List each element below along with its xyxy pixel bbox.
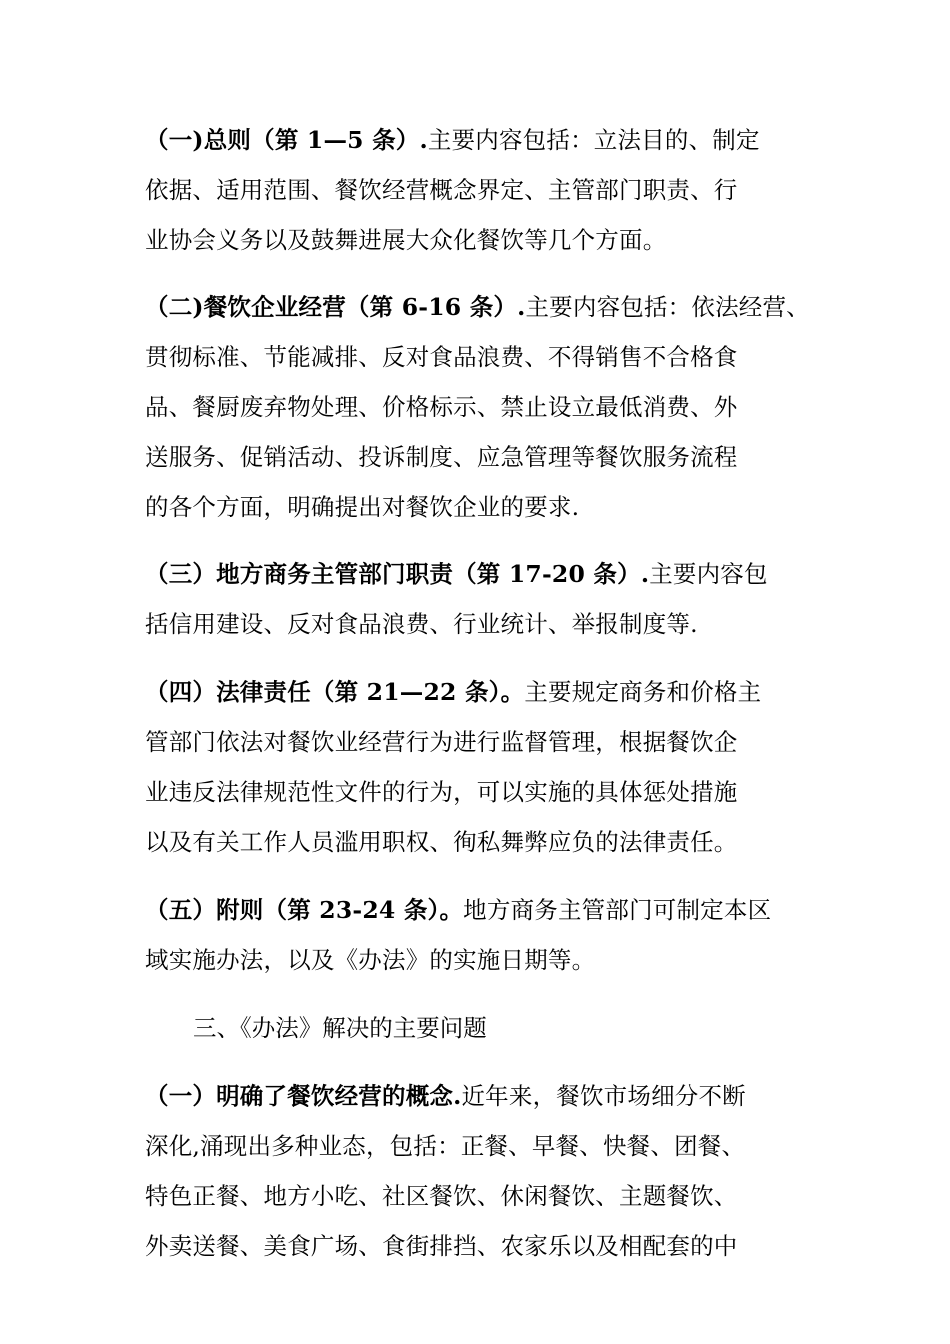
paragraph-heading: （二)餐饮企业经营（第 6-16 条）. — [145, 293, 526, 321]
paragraph-supplementary-provisions — [145, 894, 845, 977]
text-line: 域实施办法，以及《办法》的实施日期等。 — [145, 946, 596, 974]
text-line: 品、餐厨废弃物处理、价格标示、禁止设立最低消费、外 — [145, 393, 738, 421]
text-line: （五）附则（第 23-24 条）。地方商务主管部门可制定本区 — [145, 896, 772, 924]
text-line: 送服务、促销活动、投诉制度、应急管理等餐饮服务流程 — [145, 443, 738, 471]
text-line: 深化,涌现出多种业态，包括：正餐、早餐、快餐、团餐、 — [145, 1132, 746, 1160]
text-line: 贯彻标准、节能减排、反对食品浪费、不得销售不合格食 — [145, 343, 738, 371]
text-line: （二)餐饮企业经营（第 6-16 条）.主要内容包括：依法经营、 — [145, 293, 810, 321]
paragraph-catering-business — [145, 291, 845, 524]
paragraph-heading: （一）明确了餐饮经营的概念. — [145, 1082, 462, 1110]
text-line: 括信用建设、反对食品浪费、行业统计、举报制度等. — [145, 610, 698, 638]
paragraph-heading: （五）附则（第 23-24 条）。 — [145, 896, 464, 924]
text-line: （一）明确了餐饮经营的概念.近年来，餐饮市场细分不断 — [145, 1082, 746, 1110]
paragraph-heading: （三）地方商务主管部门职责（第 17-20 条）. — [145, 560, 650, 588]
paragraph-local-authority-duties — [145, 558, 845, 641]
paragraph-catering-concept — [145, 1080, 845, 1263]
paragraph-heading: （四）法律责任（第 21—22 条）。 — [145, 678, 525, 706]
text-line: 特色正餐、地方小吃、社区餐饮、休闲餐饮、主题餐饮、 — [145, 1182, 738, 1210]
text-line: 外卖送餐、美食广场、食街排挡、农家乐以及相配套的中 — [145, 1232, 738, 1260]
text-line: 依据、适用范围、餐饮经营概念界定、主管部门职责、行 — [145, 176, 738, 204]
text-line: （三）地方商务主管部门职责（第 17-20 条）.主要内容包 — [145, 560, 768, 588]
paragraph-general-provisions — [145, 124, 845, 257]
text-line: 业协会义务以及鼓舞进展大众化餐饮等几个方面。 — [145, 226, 667, 254]
text-line: 以及有关工作人员滥用职权、徇私舞弊应负的法律责任。 — [145, 828, 738, 856]
text-line: 业违反法律规范性文件的行为，可以实施的具体惩处措施 — [145, 778, 738, 806]
text-line: （四）法律责任（第 21—22 条）。主要规定商务和价格主 — [145, 678, 762, 706]
section-heading: 三、《办法》解决的主要问题 — [193, 1014, 487, 1042]
paragraph-heading: （一)总则（第 1—5 条）. — [145, 126, 428, 154]
paragraph-legal-liability — [145, 676, 845, 859]
text-line: 管部门依法对餐饮业经营行为进行监督管理，根据餐饮企 — [145, 728, 738, 756]
text-line: （一)总则（第 1—5 条）.主要内容包括：立法目的、制定 — [145, 126, 760, 154]
text-line: 的各个方面，明确提出对餐饮企业的要求. — [145, 493, 580, 521]
